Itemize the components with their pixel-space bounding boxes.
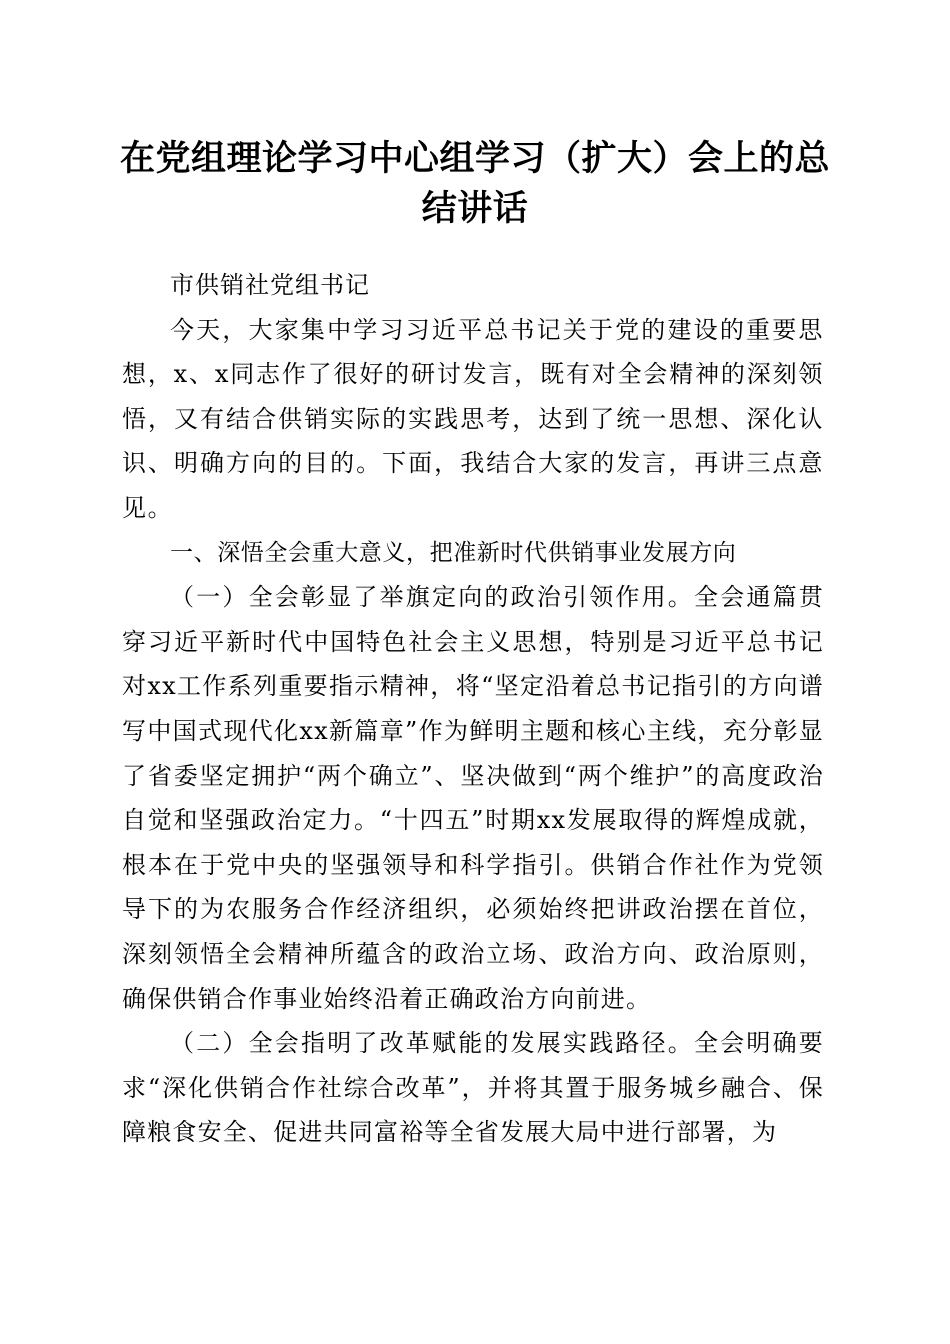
intro-paragraph: 今天，大家集中学习习近平总书记关于党的建设的重要思想，x、x同志作了很好的研讨发言，既有对全会精神的深刻领悟，又有结合供销实际的实践思考，达到了统一思想、深化认识、明确方向的目的。下面，我结合大家的发言，再讲三点意见。 xyxy=(122,315,824,522)
section-heading-1: 一、深悟全会重大意义，把准新时代供销事业发展方向 xyxy=(170,539,737,566)
section-1-1-paragraph: （一）全会彰显了举旗定向的政治引领作用。全会通篇贯穿习近平新时代中国特色社会主义思想，特别是习近平总书记对xx工作系列重要指示精神，将“坚定沿着总书记指引的方向谱写中国式现代化xx新篇章”作为鲜明主题和核心主线，充分彰显了省委坚定拥护“两个确立”、坚决做到“两个维护”的高度政治自觉和坚强政治定力。“十四五”时期xx发展取得的辉煌成就，根本在于党中央的坚强领导和科学指引。供销合作社作为党领导下的为农服务合作经济组织，必须始终把讲政治摆在首位，深刻领悟全会精神所蕴含的政治立场、政治方向、政治原则，确保供销合作事业始终沿着正确政治方向前进。 xyxy=(122,583,824,1013)
document-title: 在党组理论学习中心组学习（扩大）会上的总结讲话 xyxy=(119,138,830,229)
document-body xyxy=(122,263,824,1155)
section-1-2-paragraph: （二）全会指明了改革赋能的发展实践路径。全会明确要求“深化供销合作社综合改革”，并将其置于服务城乡融合、保障粮食安全、促进共同富裕等全省发展大局中进行部署，为 xyxy=(122,1029,824,1147)
author-line: 市供销社党组书记 xyxy=(170,271,370,299)
